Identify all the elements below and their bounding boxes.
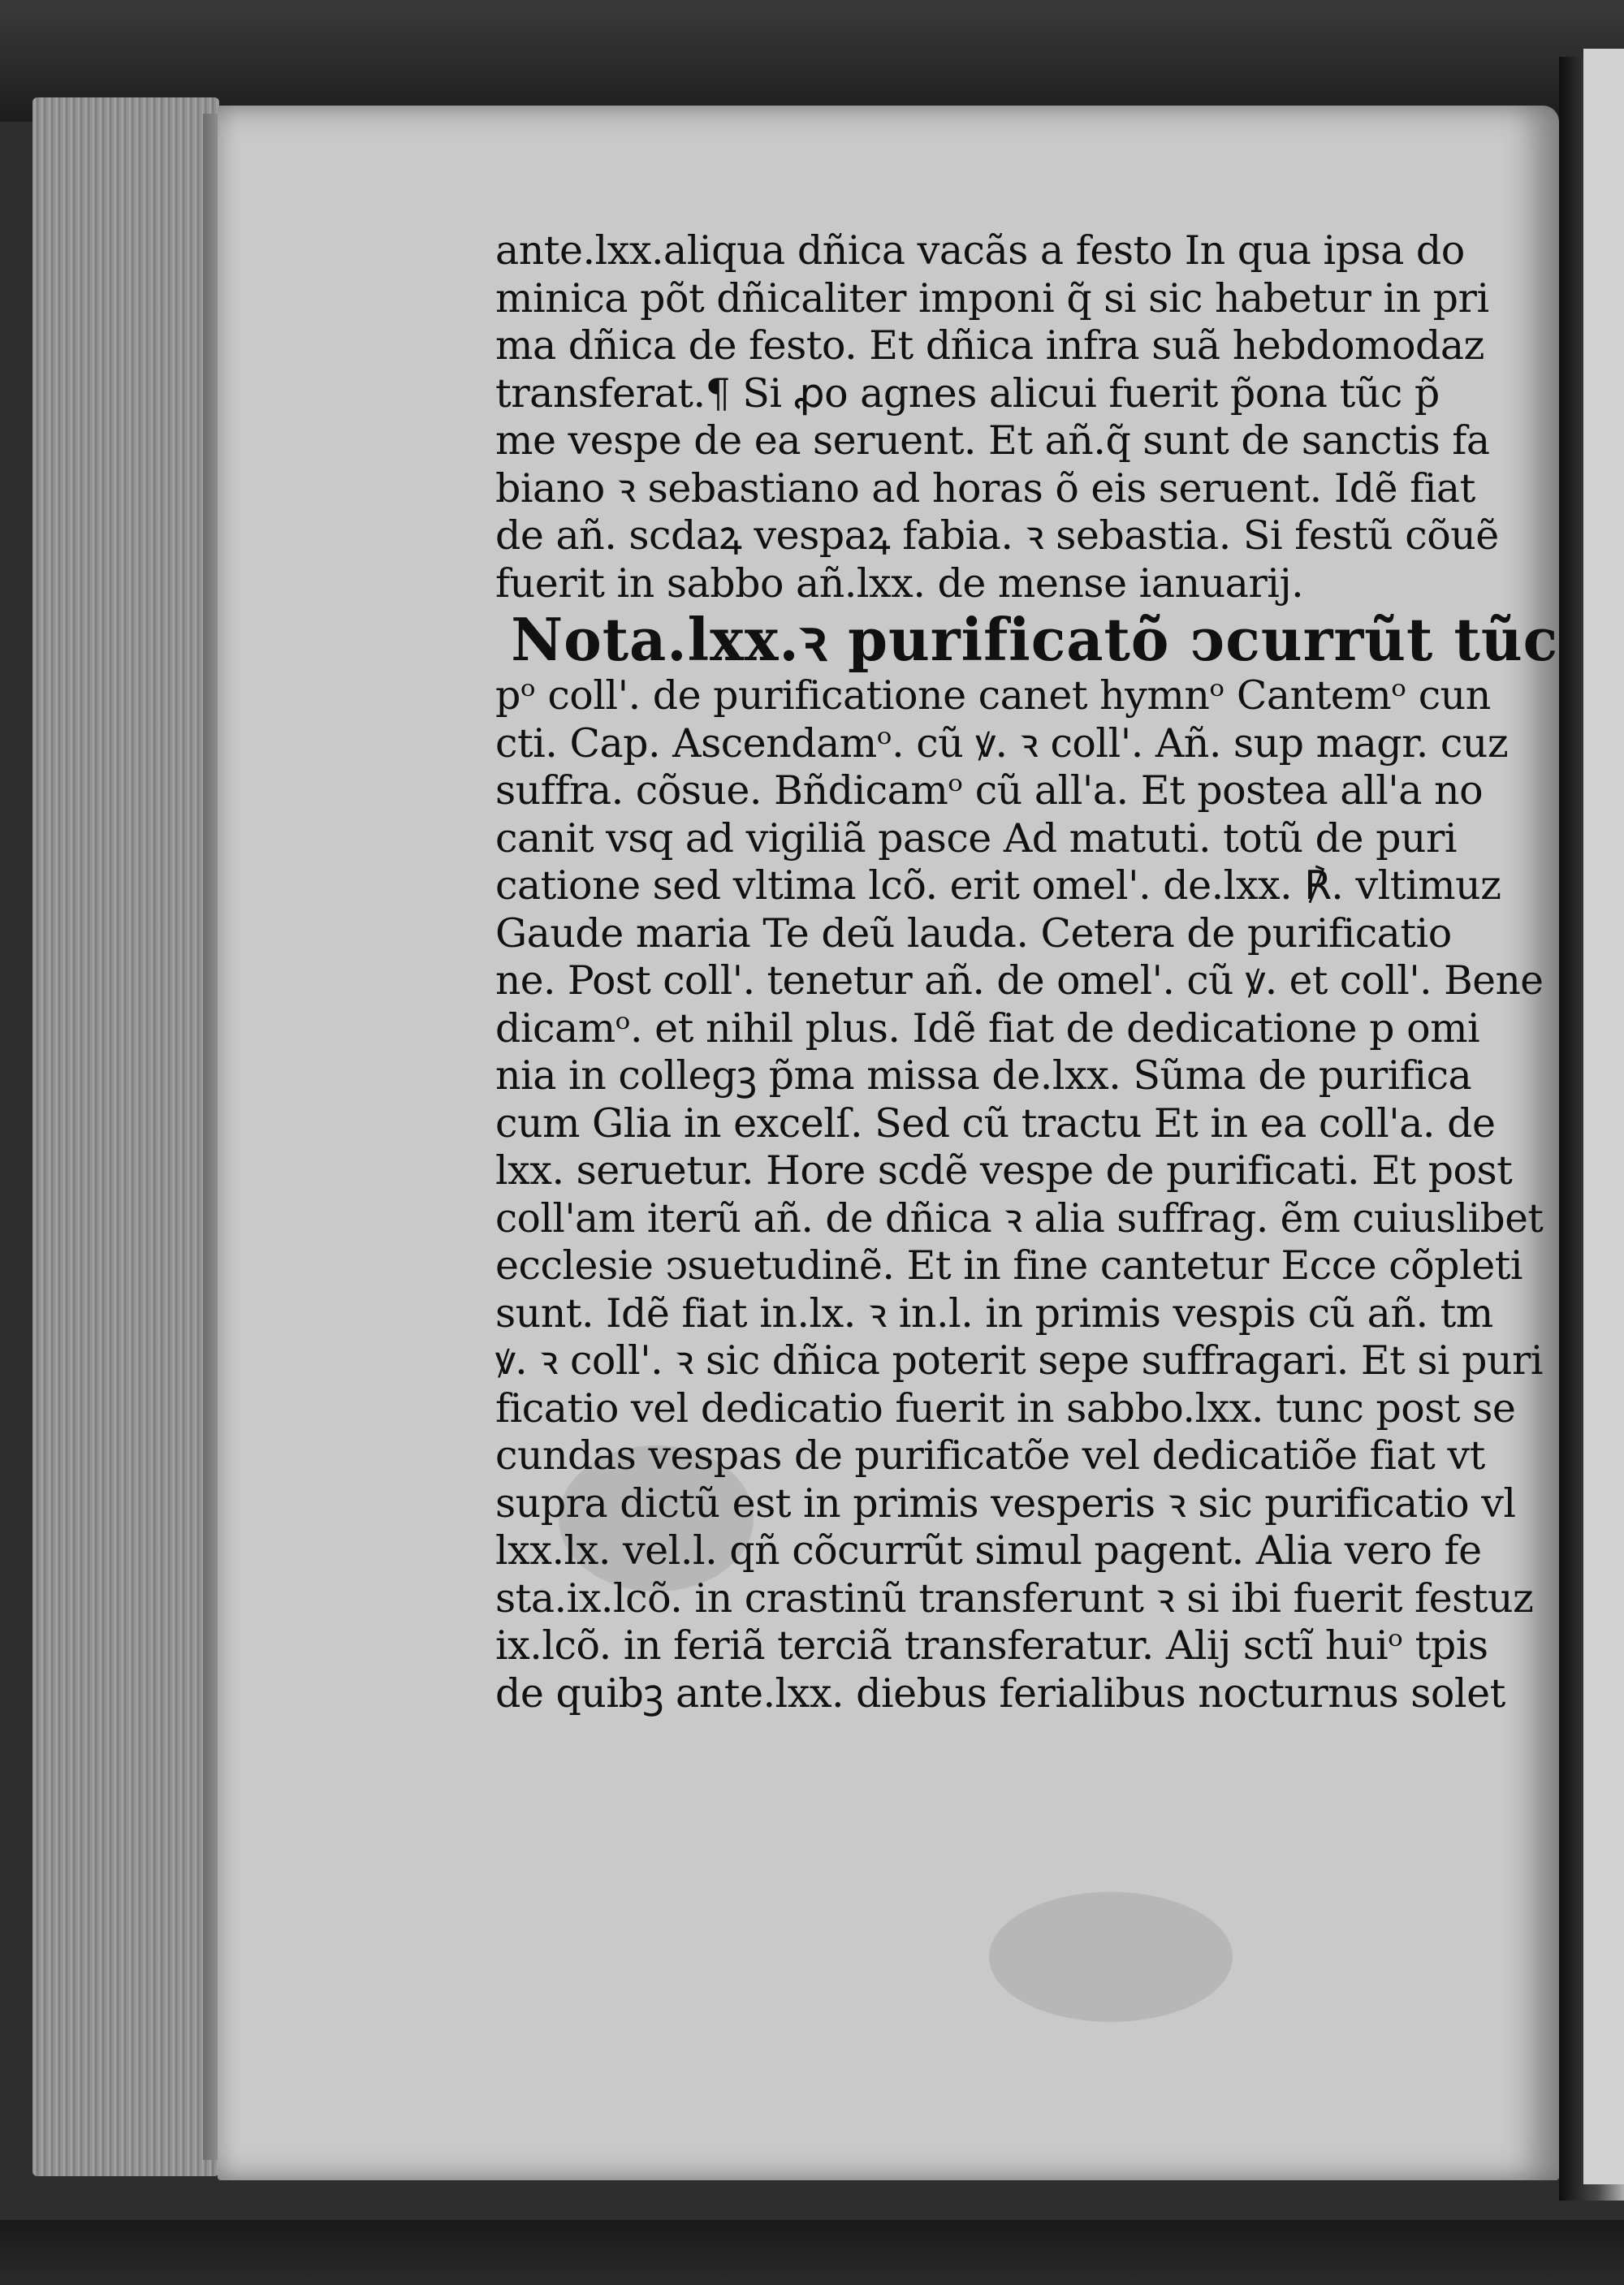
text-line: ficatio vel dedicatio fuerit in sabbo.lxx. tunc post se — [495, 1384, 1516, 1432]
book-cover-bottom — [0, 2220, 1624, 2285]
text-line: pᵒ coll'. de purificatione canet hymnᵒ Cantemᵒ cun — [495, 672, 1491, 719]
section-heading: Nota.lxx.ꝛ purificatõ ↄcurrũt tũc — [511, 607, 1558, 672]
text-line: biano ꝛ sebastiano ad horas õ eis seruent. Idẽ fiat — [495, 464, 1475, 512]
text-line: cundas vespas de purificatõe vel dedicatiõe fiat vt — [495, 1432, 1485, 1479]
page-text — [495, 227, 1558, 1900]
text-line: ante.lxx.aliqua dñica vacãs a festo In qua ipsa do — [495, 227, 1465, 274]
text-line: dicamᵒ. et nihil plus. Idẽ fiat de dedicatione p omi — [495, 1004, 1480, 1052]
text-line: ꝟ. ꝛ coll'. ꝛ sic dñica poterit sepe suffragari. Et si puri — [495, 1337, 1543, 1384]
text-line: ne. Post coll'. tenetur añ. de omel'. cũ ꝟ. et coll'. Bene — [495, 957, 1544, 1004]
text-line: Gaude maria Te deũ lauda. Cetera de purificatio — [495, 909, 1452, 957]
paper-stain — [989, 1892, 1233, 2022]
text-line: ecclesie ↄsuetudinẽ. Et in fine cantetur Ecce cõpleti — [495, 1242, 1523, 1289]
text-line: minica põt dñicaliter imponi q̃ si sic habetur in pri — [495, 274, 1489, 322]
text-line: sta.ix.lcõ. in crastinũ transferunt ꝛ si ibi fuerit festuz — [495, 1574, 1534, 1622]
text-line: ix.lcõ. in feriã terciã transferatur. Alij sctĩ huiᵒ tpis — [495, 1622, 1488, 1669]
text-line: de añ. scdaꝝ vespaꝝ fabia. ꝛ sebastia. Si festũ cõuẽ — [495, 512, 1499, 559]
text-line: suffra. cõsue. Bñdicamᵒ cũ all'a. Et postea all'a no — [495, 767, 1484, 814]
text-line: lxx. seruetur. Hore scdẽ vespe de purificati. Et post — [495, 1147, 1513, 1194]
text-line: de quibꝫ ante.lxx. diebus ferialibus nocturnus solet — [495, 1669, 1505, 1717]
text-line: me vespe de ea seruent. Et añ.q̃ sunt de sanctis fa — [495, 417, 1490, 464]
text-line: canit vsq ad vigiliã pasce Ad matuti. totũ de puri — [495, 814, 1458, 862]
text-line: fuerit in sabbo añ.lxx. de mense ianuarij. — [495, 559, 1304, 607]
book-cover-top — [0, 0, 1624, 122]
text-line: supra dictũ est in primis vesperis ꝛ sic purificatio vl — [495, 1479, 1516, 1527]
text-line: cum Glia in excelſ. Sed cũ tractu Et in ea coll'a. de — [495, 1099, 1496, 1147]
text-line: nia in collegꝫ p̃ma missa de.lxx. Sũma de purifica — [495, 1052, 1472, 1099]
facing-page-edge — [1583, 49, 1624, 2184]
text-line: catione sed vltima lcõ. erit omel'. de.lxx. ℟. vltimuz — [495, 862, 1501, 909]
page-edges — [32, 97, 219, 2176]
text-line: ma dñica de festo. Et dñica infra suã hebdomodaz — [495, 322, 1484, 369]
text-line: sunt. Idẽ fiat in.lx. ꝛ in.l. in primis vespis cũ añ. tm — [495, 1289, 1493, 1337]
text-line: lxx.lx. vel.l. qñ cõcurrũt simul pagent. Alia vero fe — [495, 1527, 1482, 1574]
text-line: coll'am iterũ añ. de dñica ꝛ alia suffrag. ẽm cuiuslibet — [495, 1194, 1544, 1242]
text-line: cti. Cap. Ascendamᵒ. cũ ꝟ. ꝛ coll'. Añ. sup magr. cuz — [495, 719, 1509, 767]
text-line: transferat.¶ Si ꝓo agnes alicui fuerit p̃ona tũc p̃ — [495, 369, 1440, 417]
